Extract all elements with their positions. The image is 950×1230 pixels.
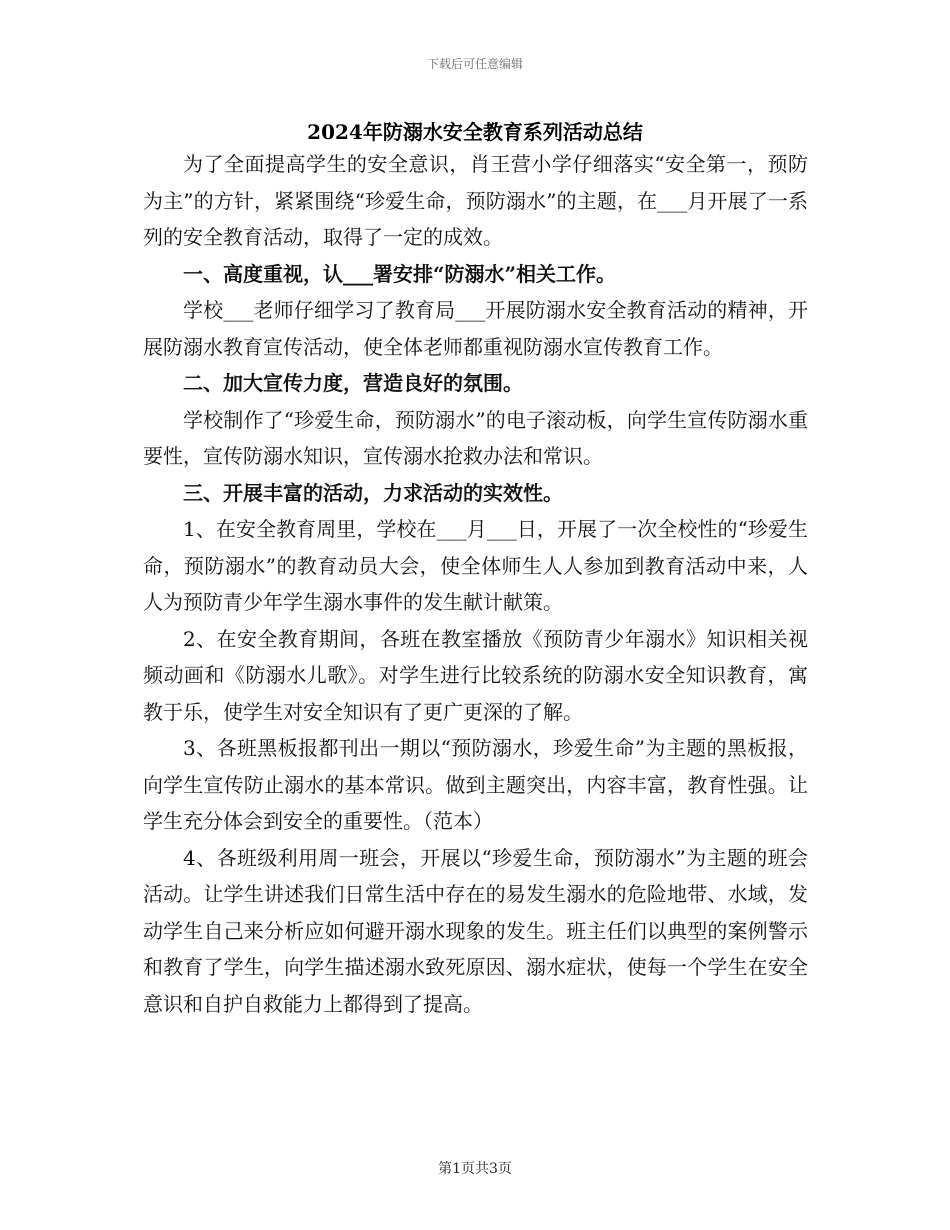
page-header: 下载后可任意编辑 bbox=[426, 57, 523, 71]
section-heading-3: 三、开展丰富的活动，力求活动的实效性。 bbox=[183, 480, 563, 505]
section-1-paragraph: 学校___老师仔细学习了教育局___开展防溺水安全教育活动的精神，开展防溺水教育宣传活动，使全体老师都重视防溺水宣传教育工作。 bbox=[143, 298, 808, 359]
activity-item-1: 1、在安全教育周里，学校在___月___日，开展了一次全校性的“珍爱生命，预防溺水”的教育动员大会，使全体师生人人参加到教育活动中来，人人为预防青少年学生溺水事件的发生献计献策。 bbox=[143, 517, 808, 614]
page-footer: 第1页共3页 bbox=[438, 1161, 512, 1177]
activity-item-4: 4、各班级利用周一班会，开展以“珍爱生命，预防溺水”为主题的班会活动。让学生讲述我们日常生活中存在的易发生溺水的危险地带、水域，发动学生自己来分析应如何避开溺水现象的发生。班主任们以典型的案例警示和教育了学生，向学生描述溺水致死原因、溺水症状，使每一个学生在安全意识和自护自救能力上都得到了提高。 bbox=[143, 845, 808, 1016]
section-heading-1: 一、高度重视，认___署安排“防溺水”相关工作。 bbox=[183, 261, 617, 286]
document-body bbox=[143, 146, 808, 1022]
activity-item-3: 3、各班黑板报都刊出一期以“预防溺水，珍爱生命”为主题的黑板报，向学生宣传防止溺水的基本常识。做到主题突出，内容丰富，教育性强。让学生充分体会到安全的重要性。（范本） bbox=[143, 736, 808, 833]
section-2-paragraph: 学校制作了“珍爱生命，预防溺水”的电子滚动板，向学生宣传防溺水重要性，宣传防溺水知识，宣传溺水抢救办法和常识。 bbox=[143, 407, 808, 468]
intro-paragraph: 为了全面提高学生的安全意识，肖王营小学仔细落实“安全第一，预防为主”的方针，紧紧围绕“珍爱生命，预防溺水”的主题，在___月开展了一系列的安全教育活动，取得了一定的成效。 bbox=[143, 152, 808, 249]
section-heading-2: 二、加大宣传力度，营造良好的氛围。 bbox=[183, 371, 523, 395]
activity-item-2: 2、在安全教育期间，各班在教室播放《预防青少年溺水》知识相关视频动画和《防溺水儿歌》。对学生进行比较系统的防溺水安全知识教育，寓教于乐，使学生对安全知识有了更广更深的了解。 bbox=[143, 626, 808, 724]
document-title: 2024年防溺水安全教育系列活动总结 bbox=[307, 120, 643, 144]
